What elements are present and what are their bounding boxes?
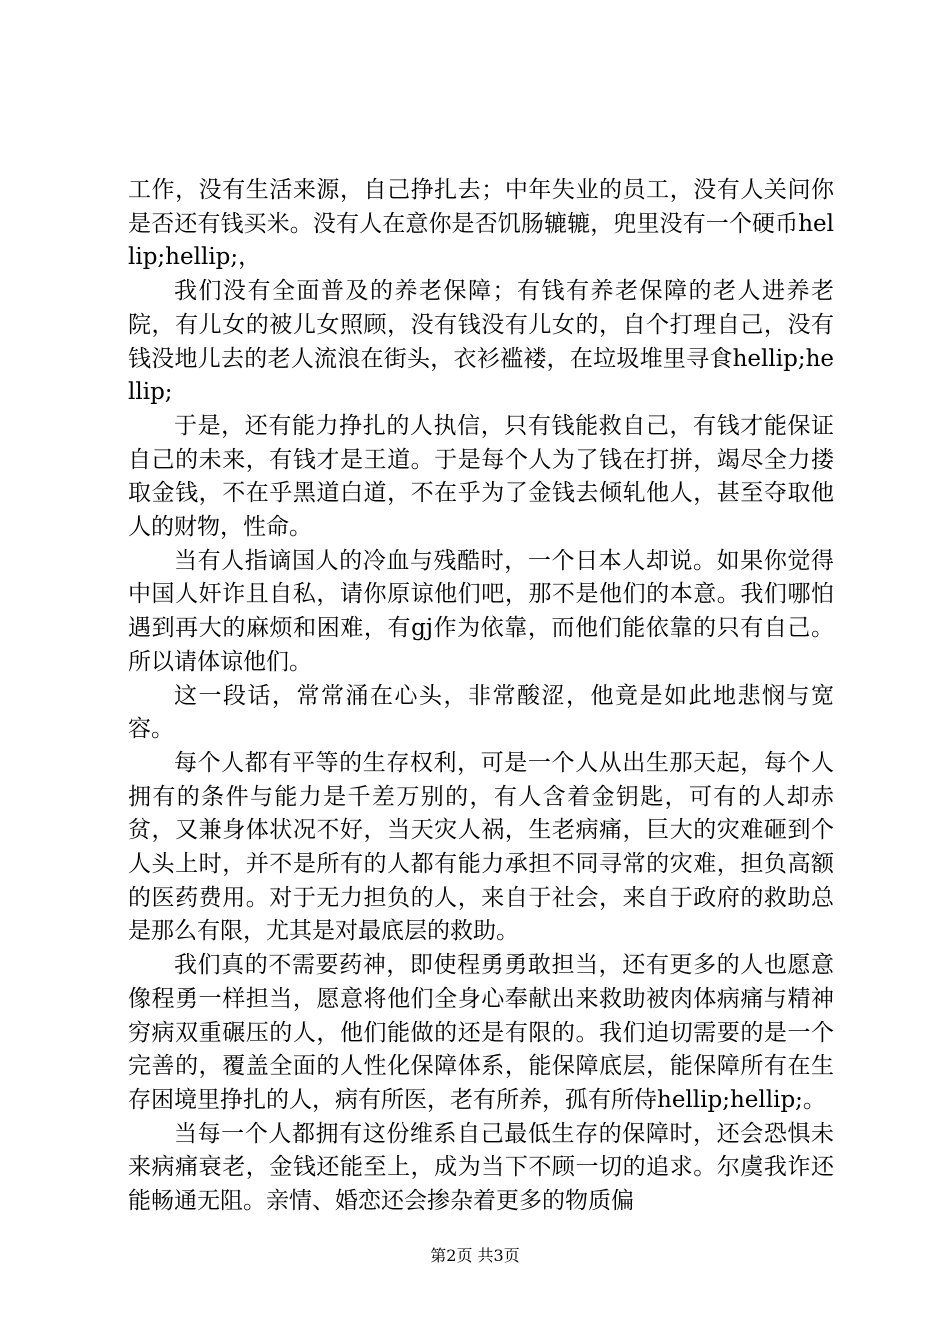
paragraph-7: 我们真的不需要药神，即使程勇勇敢担当，还有更多的人也愿意像程勇一样担当，愿意将他们全身心奉献出来救助被肉体病痛与精神穷病双重碾压的人，他们能做的还是有限的。我们迫切需要的是一个完善的，覆盖全面的人性化保障体系，能保障底层，能保障所有在生存困境里挣扎的人，病有所医，老有所养，孤有所侍hellip;hellip;。 [128, 952, 834, 1113]
paragraph-8: 当每一个人都拥有这份维系自己最低生存的保障时，还会恐惧未来病痛衰老，金钱还能至上，成为当下不顾一切的追求。尔虞我诈还能畅通无阻。亲情、婚恋还会掺杂着更多的物质偏 [128, 1120, 834, 1215]
paragraph-4: 当有人指谪国人的冷血与残酷时，一个日本人却说。如果你觉得中国人奸诈且自私，请你原谅他们吧，那不是他们的本意。我们哪怕遇到再大的麻烦和困难，有gj作为依靠，而他们能依靠的只有自己。所以请体谅他们。 [128, 547, 834, 675]
paragraph-1: 工作，没有生活来源，自己挣扎去；中年失业的员工，没有人关问你是否还有钱买米。没有人在意你是否饥肠辘辘，兜里没有一个硬币hellip;hellip;， [128, 177, 834, 271]
page-footer: 第2页 共3页 [430, 1246, 520, 1265]
document-body [128, 174, 834, 1219]
paragraph-6: 每个人都有平等的生存权利，可是一个人从出生那天起，每个人拥有的条件与能力是千差万别的，有人含着金钥匙，可有的人却赤贫，又兼身体状况不好，当天灾人祸，生老病痛，巨大的灾难砸到个人头上时，并不是所有的人都有能力承担不同寻常的灾难，担负高额的医药费用。对于无力担负的人，来自于社会，来自于政府的救助总是那么有限，尤其是对最底层的救助。 [128, 749, 834, 945]
paragraph-5: 这一段话，常常涌在心头，非常酸涩，他竟是如此地悲悯与宽容。 [128, 682, 834, 743]
paragraph-3: 于是，还有能力挣扎的人执信，只有钱能救自己，有钱才能保证自己的未来，有钱才是王道。于是每个人为了钱在打拼，竭尽全力搂取金钱，不在乎黑道白道，不在乎为了金钱去倾轧他人，甚至夺取他人的财物，性命。 [128, 412, 834, 541]
paragraph-2: 我们没有全面普及的养老保障；有钱有养老保障的老人进养老院，有儿女的被儿女照顾，没有钱没有儿女的，自个打理自己，没有钱没地儿去的老人流浪在街头，衣衫褴褛，在垃圾堆里寻食hellip;hellip; [128, 278, 834, 406]
